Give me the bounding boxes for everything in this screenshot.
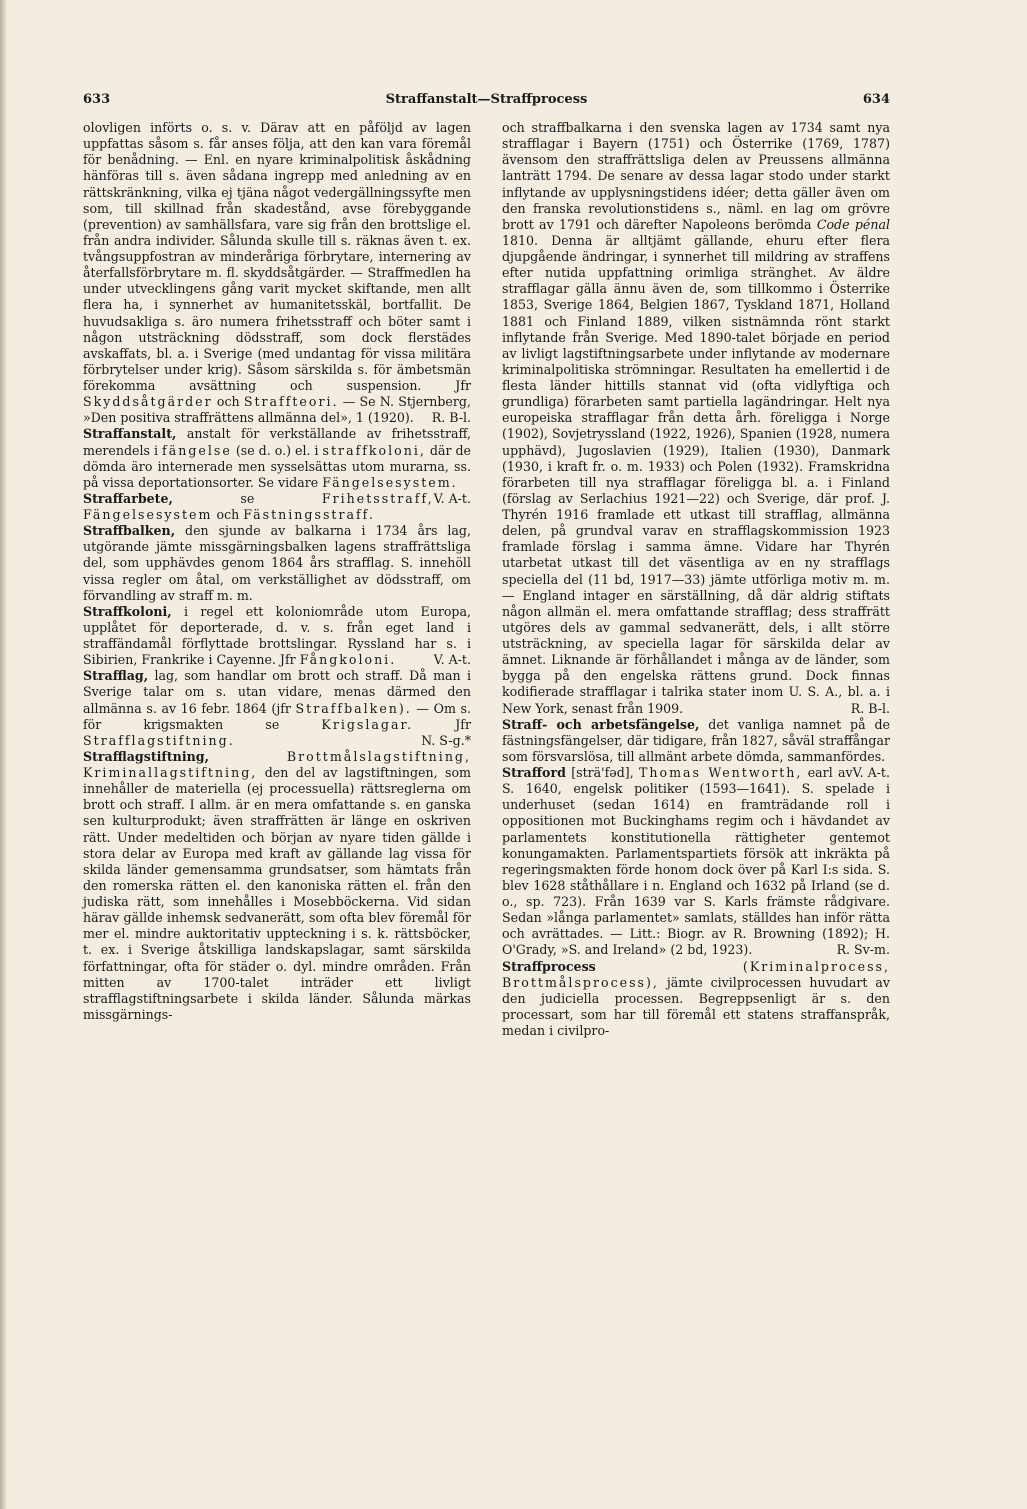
entry-straffarbete: Straffarbete, se Frihetsstraff, Fängelsesystem och Fästningsstraff.	[83, 490, 434, 522]
headword: Straffbalken,	[83, 523, 176, 539]
entry-strafflagstiftning-continued: och straffbalkarna i den svenska lagen av 1734 samt nya strafflagar i Bayern (1751) och Österrike (1769, 1787) ävensom den straffrättsliga delen av Preussens allmänna lanträtt 1794. De senare av dessa lagar stodo under starkt inflytande av upplysningstidens idéer; detta gäller även om den franska revolutionstidens s., näml. en lag om grövre brott av 1791 och därefter Napoleons berömda Code pénal 1810. Denna är alltjämt gällande, ehuru efter flera djupgående ändringar, i synnerhet till mildring av straffens efter nutida uppfattning orimliga stränghet. Av äldre strafflagar gälla ännu även de, som tillkommo i Österrike 1853, Sverige 1864, Belgien 1867, Tyskland 1871, Holland 1881 och Finland 1889, vilken sistnämnda rönt starkt inflytande från Sverige. Med 1890-talet började en period av livligt lagstiftningsarbete under inflytande av modernare kriminalpolitiska strömningar. Resultaten ha emellertid i de flesta länder hittills stannat vid (ofta vidlyftiga och grundliga) förarbeten samt partiella lagändringar. Helt nya europeiska strafflagar från detta årh. föreligga i Norge (1902), Sovjetryssland (1922, 1926), Spanien (1928, numera upphävd), Jugoslavien (1929), Italien (1930), Danmark (1930, i kraft fr. o. m. 1933) och Polen (1932). Framskridna förarbeten till nya strafflagar föreligga bl. a. i Finland (förslag av Serlachius 1921—22) och Sverige, där prof. J. Thyrén 1916 framlade ett utkast till strafflag, allmänna delen, på grundval varav en strafflagskommission 1923 framlade förslag i samma ämne. Vidare har Thyrén utarbetat utkast till det väsentliga av en ny strafflags speciella del (11 bd, 1917—33) jämte utförliga motiv m. m. — England intager en särställning, då där aldrig stiftats någon allmän el. mera omfattande strafflag; dess straffrätt utgöres dels av gammal sedvanerätt, dels, i allt större utsträckning, av speciella lagar för särskilda delar av ämnet. Liknande är förhållandet i många av de länder, som bygga på den engelska rättens grund. Dock finnas kodifierade strafflagar i talrika stater inom U. S. A., bl. a. i New York, senast från 1909. R. B-l.	[502, 120, 890, 716]
author-signature: N. S-g.*	[421, 732, 471, 748]
entry-straffanstalt: Straffanstalt, anstalt för verkställande av frihetsstraff, merendels i fängelse (se d. o.) el. i straffkoloni, där de dömda äro internerade men sysselsättas utom murarna, ss. på vissa deportationsorter. Se vidare Fängelsesystem. V. A-t.	[83, 426, 472, 506]
entry-strafflag: Strafflag, lag, som handlar om brott och straff. Då man i Sverige talar om s. utan vidare, menas därmed den allmänna s. av 16 febr. 1864 (jfr Straffbalken). — Om s. för krigsmakten se Krigslagar. Jfr Strafflagstiftning. N. S-g.*	[83, 668, 471, 748]
page-number-left: 633	[83, 92, 111, 107]
author-signature: V. A-t.	[433, 490, 471, 506]
author-signature: V. A-t.	[433, 652, 471, 668]
headword: Straffarbete,	[83, 490, 173, 506]
headword: Strafflag,	[83, 668, 149, 684]
headword: Strafflagstiftning,	[83, 748, 209, 764]
entry-straff-och-arbetsfangelse: Straff- och arbetsfängelse, det vanliga namnet på de fästningsfängelser, där tidigare, från 1827, såväl straffångar som försvarslösa, till allmänt arbete dömda, sammanfördes. V. A-t.	[502, 716, 891, 780]
right-column	[502, 120, 890, 1039]
entry-straffprocess: Straffprocess (Kriminalprocess, Brottmålsprocess), jämte civilprocessen huvudart av den judiciella processen. Begreppsenligt är s. den processart, som har till föremål ett statens straffanspråk, medan i civilpro-	[502, 958, 890, 1038]
headword: Straffprocess	[502, 958, 596, 974]
running-title: Straffanstalt—Straffprocess	[385, 92, 588, 107]
headword: Straffanstalt,	[83, 426, 177, 442]
entry-strafford: Strafford [strä'fəd], Thomas Wentworth, earl av S. 1640, engelsk politiker (1593—1641). S. spelade i underhuset (sedan 1614) en framträdande roll i oppositionen mot Buckinghams regim och i hävdandet av parlamentets konstitutionella rättigheter gentemot konungamakten. Parlamentspartiets försök att inkräkta på regeringsmakten förde honom dock över på Karl I:s sida. S. blev 1628 ståthållare i n. England och 1632 på Irland (se d. o., sp. 723). Från 1639 var S. Karls främste rådgivare. Sedan »långa parlamentet» samlats, ställdes han inför rätta och avrättades. — Litt.: Biogr. av R. Browning (1892); H. O'Grady, »S. and Ireland» (2 bd, 1923). R. Sv-m.	[502, 765, 890, 958]
entry-straffkoloni: Straffkoloni, i regel ett koloniområde utom Europa, upplåtet för deporterade, d. v. s. från eget land i straffändamål förflyttade brottslingar. Ryssland har s. i Sibirien, Frankrike i Cayenne. Jfr Fångkoloni. V. A-t.	[83, 603, 471, 668]
headword: Straff- och arbetsfängelse,	[502, 716, 700, 732]
page-header	[83, 92, 890, 112]
author-signature: R. B-l.	[431, 410, 471, 426]
headword: Straffkoloni,	[83, 603, 172, 619]
author-signature: V. A-t.	[852, 765, 890, 780]
entry-straffbalken: Straffbalken, den sjunde av balkarna i 1734 års lag, utgörande jämte missgärningsbalken lagens straffrättsliga del, som upphävdes genom 1864 års strafflag. S. innehöll vissa regler om åtal, om verkställighet av dödsstraff, om förvandling av straff m. m.	[83, 523, 471, 603]
entry-straff-continued: olovligen införts o. s. v. Därav att en påföljd av lagen uppfattas såsom s. får anses följa, att den kan vara föremål för benådning. — Enl. en nyare kriminalpolitisk åskådning hänföras till s. även sådana ingrepp med anledning av en rättskränkning, vilka ej tjäna något vedergällningssyfte men som, till skillnad från skadestånd, avse förebyggande (prevention) av samhällsfara, vare sig från den brottslige el. från andra individer. Sålunda skulle till s. räknas även t. ex. tvångsuppfostran av minderåriga förbrytare, internering av återfallsförbrytare m. fl. skyddsåtgärder. — Straffmedlen ha under utvecklingens gång varit mycket skiftande, men allt flera ha, i synnerhet av humanitetsskäl, bortfallit. De huvudsakliga s. äro numera frihetsstraff och böter samt i någon utsträckning dödsstraff, som dock flerstädes avskaffats, bl. a. i Sverige (med undantag för vissa militära förbrytelser under krig). Såsom särskilda s. för ämbetsmän förekomma avsättning och suspension. Jfr Skyddsåtgärder och Straffteori. — Se N. Stjernberg, »Den positiva straffrättens allmänna del», 1 (1920). R. B-l.	[83, 120, 471, 426]
page-edge	[0, 0, 6, 1509]
author-signature: R. B-l.	[850, 700, 890, 716]
page-number-right: 634	[862, 92, 890, 107]
author-signature: R. Sv-m.	[836, 942, 890, 958]
left-column	[83, 120, 471, 1023]
entry-strafflagstiftning: Strafflagstiftning, Brottmålslagstiftning, Kriminallagstiftning, den del av lagstiftningen, som innehåller de materiella (ej processuella) rättsreglerna om brott och straff. I allm. är en mera omfattande s. en ganska sen kulturprodukt; även straffrätten är länge en oskriven rätt. Under medeltiden och början av nyare tiden gällde i stora delar av Europa med kraft av gällande lag vissa för skilda länder gemensamma grundsatser, som hämtats från den romerska rätten el. den kanoniska rätten el. från den judiska rätt, som innehålles i Mosebböckerna. Vid sidan härav gällde inhemsk sedvanerätt, som ofta blev föremål för mer el. mindre auktoritativ uppteckning i s. k. rättsböcker, t. ex. i Sverige åtskilliga landskapslagar, samt särskilda författningar, ofta för städer o. dyl. mindre områden. Från mitten av 1700-talet inträder ett livligt strafflagstiftningsarbete i skilda länder. Sålunda märkas missgärnings-	[83, 748, 471, 1022]
headword: Strafford	[502, 765, 566, 780]
